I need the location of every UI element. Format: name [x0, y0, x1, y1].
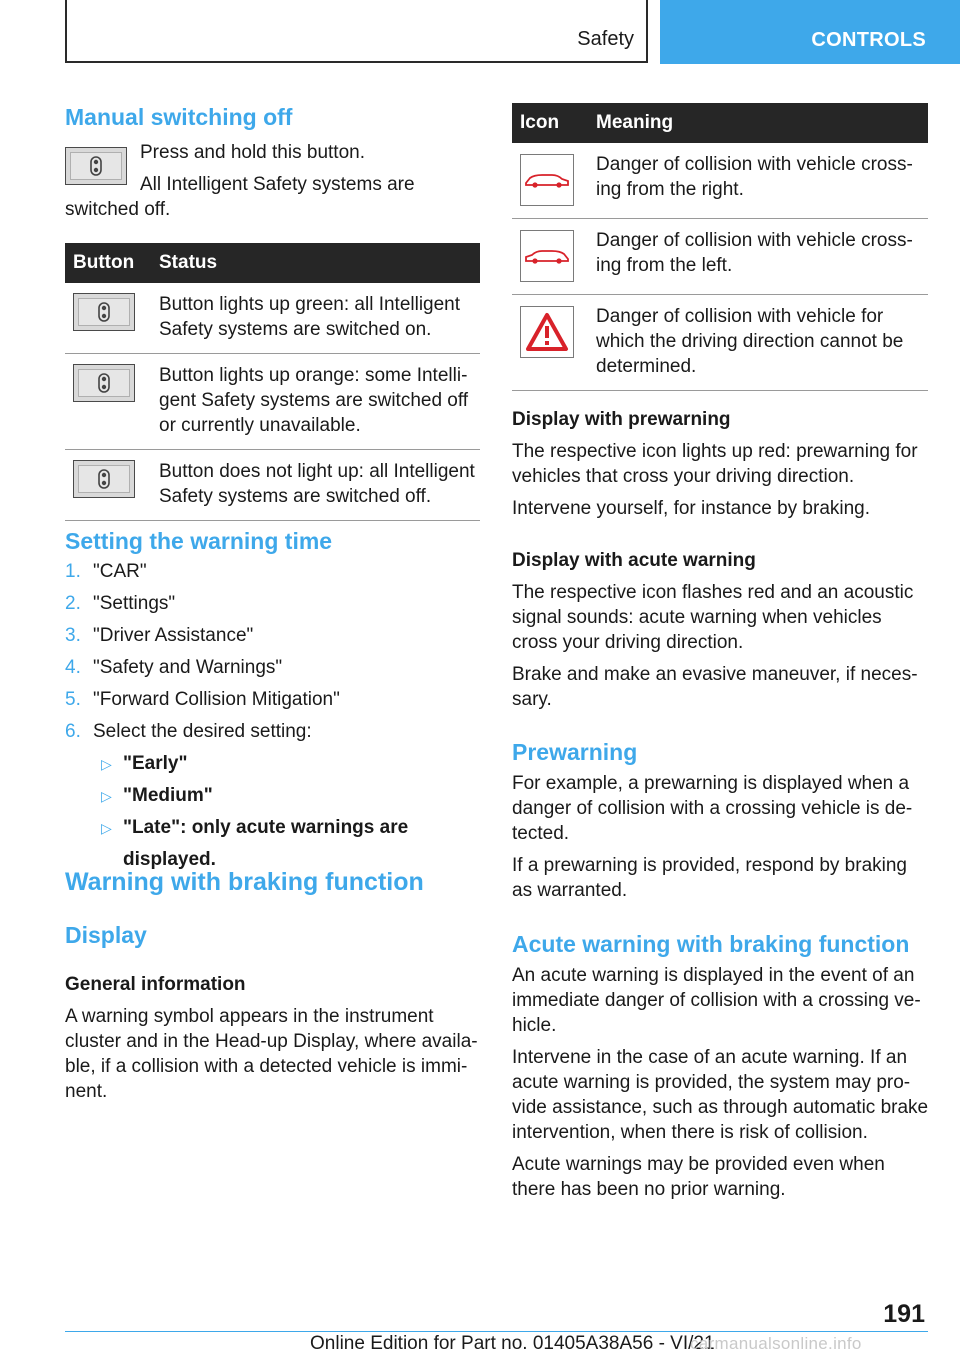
table-row — [512, 143, 928, 219]
meaning-cell: Danger of collision with vehicle for which the driving direction cannot be determined. — [588, 295, 928, 391]
button-status-table — [65, 243, 480, 521]
warning-time-section — [65, 526, 480, 876]
header-section-box — [65, 0, 648, 63]
paragraph: Intervene yourself, for instance by braking. — [512, 498, 871, 519]
prewarning-heading: Prewarning — [512, 739, 638, 765]
manual-off-line2: All Intelligent Safety systems are — [140, 174, 415, 195]
paragraph: Acute warnings may be provided even when there has been no prior warning. — [512, 1154, 885, 1200]
acute-display-heading: Display with acute warning — [512, 550, 756, 571]
general-info-text: A warning symbol appears in the instrument cluster and in the Head-up Display, where availa-ble, if a collision with a detected vehicle is immi-nent. — [65, 1006, 478, 1102]
car-cross-right-icon — [520, 154, 574, 206]
meaning-cell: Danger of collision with vehicle cross-ing from the right. — [588, 143, 928, 219]
meaning-cell: Danger of collision with vehicle cross-ing from the left. — [588, 219, 928, 295]
table-row — [65, 450, 480, 521]
option-item: ▷ "Late": only acute warnings are displayed. — [93, 812, 480, 876]
icon-meaning-table — [512, 103, 928, 391]
general-info-heading: General information — [65, 974, 246, 995]
header-chapter-title: CONTROLS — [811, 29, 926, 51]
header-chapter-tab — [660, 0, 960, 64]
acute-display-section — [512, 548, 928, 712]
table-header-icon: Icon — [512, 103, 588, 143]
footer-divider — [65, 1331, 928, 1332]
safety-button-icon — [73, 460, 135, 498]
acute-braking-heading: Acute warning with braking function — [512, 931, 910, 957]
triangle-bullet-icon: ▷ — [101, 820, 112, 836]
table-header-meaning: Meaning — [588, 103, 928, 143]
safety-button-icon — [73, 364, 135, 402]
option-item: ▷ "Early" — [93, 748, 480, 780]
paragraph: For example, a prewarning is displayed when a danger of collision with a crossing vehicle is de-tected. — [512, 773, 913, 844]
list-item: 4. "Safety and Warnings" — [65, 657, 283, 678]
watermark: carmanualsonline.info — [690, 1334, 862, 1353]
table-row — [65, 354, 480, 450]
table-header-status: Status — [151, 243, 480, 283]
triangle-bullet-icon: ▷ — [101, 756, 112, 772]
list-item: 3. "Driver Assistance" — [65, 625, 254, 646]
prewarning-display-section — [512, 407, 928, 521]
table-row — [65, 283, 480, 354]
list-item: 6. Select the desired setting: — [65, 721, 312, 742]
status-cell: Button does not light up: all Intelligent Safety systems are switched off. — [151, 450, 480, 521]
prewarning-display-heading: Display with prewarning — [512, 409, 731, 430]
paragraph: Brake and make an evasive maneuver, if neces-sary. — [512, 664, 918, 710]
acute-braking-section — [512, 929, 930, 1202]
display-heading: Display — [65, 922, 147, 948]
warning-braking-heading: Warning with braking function — [65, 868, 424, 896]
list-item: 5. "Forward Collision Mitigation" — [65, 689, 340, 710]
paragraph: The respective icon lights up red: prewarning for vehicles that cross your driving direction. — [512, 441, 918, 487]
table-row — [512, 295, 928, 391]
warning-braking-section — [65, 866, 480, 1104]
warning-triangle-icon — [520, 306, 574, 358]
manual-off-section — [65, 102, 480, 224]
status-cell: Button lights up orange: some Intelli-gent Safety systems are switched off or currently unavailable. — [151, 354, 480, 450]
list-item: 1. "CAR" — [65, 561, 147, 582]
page-number: 191 — [883, 1300, 925, 1328]
paragraph: Intervene in the case of an acute warning. If an acute warning is provided, the system may pro-vide assistance, such as through automatic brake intervention, when there is risk of collision. — [512, 1047, 929, 1143]
table-header-button: Button — [65, 243, 151, 283]
manual-off-line3: switched off. — [65, 199, 171, 220]
paragraph: If a prewarning is provided, respond by braking as warranted. — [512, 855, 908, 901]
paragraph: The respective icon flashes red and an acoustic signal sounds: acute warning when vehicles cross your driving direction. — [512, 582, 914, 653]
paragraph: An acute warning is displayed in the event of an immediate danger of collision with a crossing ve-hicle. — [512, 965, 921, 1036]
header-section-title: Safety — [577, 28, 634, 50]
manual-off-line1: Press and hold this button. — [140, 142, 365, 163]
list-item: 2. "Settings" — [65, 593, 176, 614]
status-cell: Button lights up green: all Intelligent Safety systems are switched on. — [151, 283, 480, 354]
option-item: ▷ "Medium" — [93, 780, 480, 812]
warning-time-heading: Setting the warning time — [65, 528, 333, 554]
car-cross-left-icon — [520, 230, 574, 282]
triangle-bullet-icon: ▷ — [101, 788, 112, 804]
footer-edition: Online Edition for Part no. 01405A38A56 - VI/21 — [310, 1333, 715, 1354]
safety-button-icon — [73, 293, 135, 331]
prewarning-section — [512, 737, 928, 903]
safety-button-icon — [65, 147, 127, 185]
table-row — [512, 219, 928, 295]
manual-off-heading: Manual switching off — [65, 104, 293, 130]
